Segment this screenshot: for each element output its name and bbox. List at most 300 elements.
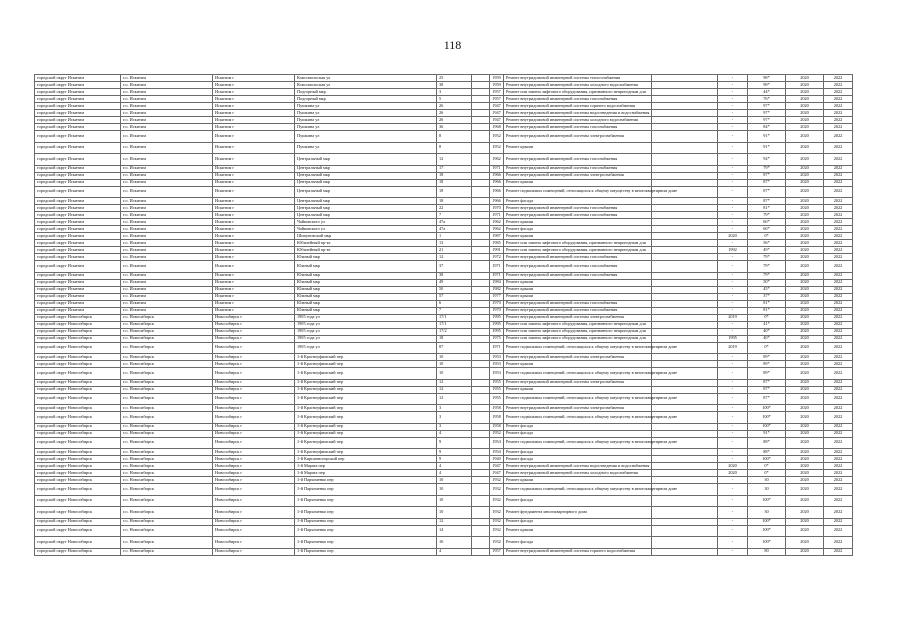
start-year-cell: - (718, 484, 748, 496)
price-cell: 100* (748, 525, 786, 537)
house-cell: 38 (437, 82, 472, 89)
work-type-cell: Ремонт внутридомовой инженерной системы газоснабжения (504, 96, 652, 103)
work-type-cell: Ремонт внутридомовой инженерной системы холодного водоснабжения (504, 470, 652, 477)
start-year-cell: - (718, 300, 748, 307)
blank-cell (652, 219, 718, 226)
street-cell: 1905 года ул (295, 342, 437, 354)
to-year-cell: 2022 (824, 379, 853, 386)
from-year-cell: 2020 (786, 484, 824, 496)
locality-cell: Новосибирск г (213, 430, 295, 437)
start-year-cell: 1995 (718, 335, 748, 342)
settlement-cell: г.о. Искитим (121, 165, 213, 172)
district-cell: городской округ Искитим (35, 110, 121, 117)
price-cell: 80 (748, 548, 786, 555)
to-year-cell: 2022 (824, 449, 853, 456)
work-type-cell: Ремонт подвальных помещений, относящихся к общему имуществу в многоквартирном доме (504, 342, 652, 354)
locality-cell: Искитим г (213, 198, 295, 205)
house-cell: 18 (437, 179, 472, 186)
year-cell: 1987 (490, 233, 504, 240)
house-cell: 12 (437, 386, 472, 393)
start-year-cell: - (718, 321, 748, 328)
year-cell: 1947 (490, 117, 504, 124)
extra-cell (472, 518, 490, 525)
locality-cell: Новосибирск г (213, 463, 295, 470)
locality-cell: Новосибирск г (213, 477, 295, 484)
extra-cell (472, 321, 490, 328)
from-year-cell: 2020 (786, 537, 824, 549)
to-year-cell: 2022 (824, 354, 853, 361)
district-cell: городской округ Искитим (35, 198, 121, 205)
locality-cell: Новосибирск г (213, 470, 295, 477)
table-row (35, 548, 853, 555)
locality-cell: Искитим г (213, 205, 295, 212)
table-row (35, 335, 853, 342)
to-year-cell: 2022 (824, 321, 853, 328)
extra-cell (472, 240, 490, 247)
blank-cell (652, 495, 718, 507)
table-row (35, 89, 853, 96)
district-cell: городской округ Новосибирск (35, 449, 121, 456)
house-cell: 36 (437, 124, 472, 131)
settlement-cell: г.о. Искитим (121, 254, 213, 261)
extra-cell (472, 361, 490, 368)
locality-cell: Новосибирск г (213, 342, 295, 354)
extra-cell (472, 430, 490, 437)
to-year-cell: 2022 (824, 361, 853, 368)
house-cell: 3 (437, 89, 472, 96)
street-cell: 1-й Красноуфимский пер (295, 405, 437, 412)
district-cell: городской округ Новосибирск (35, 361, 121, 368)
price-cell: 91* (748, 131, 786, 143)
house-cell: 3 (437, 405, 472, 412)
work-type-cell: Ремонт крыши (504, 386, 652, 393)
street-cell: 1-й Красноуфимский пер (295, 354, 437, 361)
work-type-cell: Ремонт фасада (504, 449, 652, 456)
district-cell: городской округ Новосибирск (35, 368, 121, 380)
to-year-cell: 2022 (824, 154, 853, 166)
table-row (35, 110, 853, 117)
street-cell: Южный мкр (295, 286, 437, 293)
from-year-cell: 2020 (786, 405, 824, 412)
year-cell: 1954 (490, 437, 504, 449)
street-cell: Центральный мкр (295, 198, 437, 205)
house-cell: 26 (437, 110, 472, 117)
district-cell: городской округ Новосибирск (35, 470, 121, 477)
year-cell: 1958 (490, 412, 504, 424)
to-year-cell: 2022 (824, 477, 853, 484)
year-cell: 1971 (490, 272, 504, 279)
price-cell: 41* (748, 321, 786, 328)
start-year-cell: - (718, 354, 748, 361)
street-cell: 1-й Красноуфимский пер (295, 368, 437, 380)
street-cell: 1-й Пархоменко пер (295, 518, 437, 525)
table-row (35, 342, 853, 354)
to-year-cell: 2022 (824, 412, 853, 424)
from-year-cell: 2020 (786, 393, 824, 405)
start-year-cell: 2019 (718, 342, 748, 354)
price-cell: 40* (748, 335, 786, 342)
to-year-cell: 2022 (824, 525, 853, 537)
street-cell: Южный мкр (295, 254, 437, 261)
house-cell: 18 (437, 172, 472, 179)
start-year-cell: 2020 (718, 233, 748, 240)
to-year-cell: 2022 (824, 226, 853, 233)
table-row (35, 226, 853, 233)
locality-cell: Искитим г (213, 254, 295, 261)
table-row (35, 361, 853, 368)
to-year-cell: 2022 (824, 89, 853, 96)
extra-cell (472, 354, 490, 361)
blank-cell (652, 142, 718, 154)
settlement-cell: г.о. Искитим (121, 75, 213, 82)
from-year-cell: 2020 (786, 75, 824, 82)
house-cell: 4 (437, 430, 472, 437)
start-year-cell: - (718, 423, 748, 430)
start-year-cell: - (718, 165, 748, 172)
start-year-cell: - (718, 272, 748, 279)
house-cell: 22 (437, 205, 472, 212)
year-cell: 1959 (490, 75, 504, 82)
settlement-cell: г.о. Новосибирск (121, 328, 213, 335)
settlement-cell: г.о. Новосибирск (121, 507, 213, 519)
house-cell: 3 (437, 412, 472, 424)
year-cell: 1977 (490, 293, 504, 300)
table-row (35, 393, 853, 405)
from-year-cell: 2020 (786, 293, 824, 300)
table-row (35, 286, 853, 293)
work-type-cell: Ремонт внутридомовой инженерной системы холодного водоснабжения (504, 117, 652, 124)
locality-cell: Новосибирск г (213, 386, 295, 393)
house-cell: 9 (437, 456, 472, 463)
to-year-cell: 2022 (824, 272, 853, 279)
settlement-cell: г.о. Новосибирск (121, 393, 213, 405)
district-cell: городской округ Искитим (35, 219, 121, 226)
district-cell: городской округ Искитим (35, 233, 121, 240)
street-cell: 1-й Красноуфимский пер (295, 379, 437, 386)
blank-cell (652, 96, 718, 103)
house-cell: 4 (437, 470, 472, 477)
extra-cell (472, 412, 490, 424)
district-cell: городской округ Искитим (35, 186, 121, 198)
district-cell: городской округ Искитим (35, 82, 121, 89)
start-year-cell: - (718, 405, 748, 412)
blank-cell (652, 179, 718, 186)
locality-cell: Искитим г (213, 286, 295, 293)
extra-cell (472, 110, 490, 117)
table-row (35, 142, 853, 154)
work-type-cell: Ремонт крыши (504, 233, 652, 240)
table-row (35, 261, 853, 273)
work-type-cell: Ремонт внутридомовой инженерной системы газоснабжения (504, 154, 652, 166)
blank-cell (652, 335, 718, 342)
from-year-cell: 2020 (786, 456, 824, 463)
blank-cell (652, 314, 718, 321)
street-cell: Центральный мкр (295, 165, 437, 172)
price-cell: 100* (748, 518, 786, 525)
table-body (35, 75, 853, 556)
to-year-cell: 2022 (824, 233, 853, 240)
street-cell: Южный мкр (295, 293, 437, 300)
start-year-cell: - (718, 393, 748, 405)
district-cell: городской округ Искитим (35, 261, 121, 273)
start-year-cell: - (718, 379, 748, 386)
street-cell: Центральный мкр (295, 172, 437, 179)
settlement-cell: г.о. Искитим (121, 205, 213, 212)
house-cell: 26 (437, 103, 472, 110)
from-year-cell: 2020 (786, 412, 824, 424)
year-cell: 1971 (490, 342, 504, 354)
table-row (35, 300, 853, 307)
street-cell: 1-й Марата пер (295, 470, 437, 477)
from-year-cell: 2020 (786, 240, 824, 247)
to-year-cell: 2022 (824, 279, 853, 286)
blank-cell (652, 131, 718, 143)
locality-cell: Искитим г (213, 240, 295, 247)
extra-cell (472, 117, 490, 124)
extra-cell (472, 537, 490, 549)
house-cell: 13 (437, 240, 472, 247)
street-cell: 1-й Пархоменко пер (295, 525, 437, 537)
from-year-cell: 2020 (786, 314, 824, 321)
start-year-cell: - (718, 386, 748, 393)
district-cell: городской округ Искитим (35, 165, 121, 172)
work-type-cell: Ремонт фасада (504, 537, 652, 549)
blank-cell (652, 470, 718, 477)
to-year-cell: 2022 (824, 124, 853, 131)
settlement-cell: г.о. Искитим (121, 279, 213, 286)
from-year-cell: 2020 (786, 430, 824, 437)
work-type-cell: Ремонт фундамента многоквартирного дома (504, 507, 652, 519)
table-row (35, 456, 853, 463)
extra-cell (472, 300, 490, 307)
extra-cell (472, 233, 490, 240)
locality-cell: Новосибирск г (213, 335, 295, 342)
table-row (35, 254, 853, 261)
start-year-cell: - (718, 279, 748, 286)
year-cell: 1971 (490, 165, 504, 172)
year-cell: 1966 (490, 179, 504, 186)
year-cell: 1970 (490, 300, 504, 307)
blank-cell (652, 361, 718, 368)
locality-cell: Искитим г (213, 279, 295, 286)
table-row (35, 525, 853, 537)
work-type-cell: Ремонт крыши (504, 142, 652, 154)
from-year-cell: 2020 (786, 361, 824, 368)
street-cell: Комсомольская ул (295, 82, 437, 89)
year-cell: 1982 (490, 286, 504, 293)
locality-cell: Искитим г (213, 89, 295, 96)
from-year-cell: 2020 (786, 226, 824, 233)
work-type-cell: Ремонт внутридомовой инженерной системы горячего водоснабжения (504, 103, 652, 110)
settlement-cell: г.о. Искитим (121, 261, 213, 273)
start-year-cell: 2020 (718, 463, 748, 470)
locality-cell: Искитим г (213, 103, 295, 110)
table-row (35, 205, 853, 212)
price-cell: 81* (748, 307, 786, 314)
house-cell: 9 (437, 437, 472, 449)
to-year-cell: 2022 (824, 198, 853, 205)
house-cell: 18 (437, 198, 472, 205)
price-cell: 87* (748, 172, 786, 179)
work-type-cell: Ремонт внутридомовой инженерной системы газоснабжения (504, 254, 652, 261)
extra-cell (472, 449, 490, 456)
house-cell: 47а (437, 226, 472, 233)
extra-cell (472, 179, 490, 186)
table-row (35, 103, 853, 110)
street-cell: Южный мкр (295, 307, 437, 314)
start-year-cell: - (718, 307, 748, 314)
extra-cell (472, 393, 490, 405)
to-year-cell: 2022 (824, 261, 853, 273)
district-cell: городской округ Новосибирск (35, 548, 121, 555)
extra-cell (472, 423, 490, 430)
street-cell: Чайковского ул (295, 219, 437, 226)
street-cell: 1-й Марата пер (295, 463, 437, 470)
year-cell: 1995 (490, 328, 504, 335)
street-cell: 1905 года ул (295, 314, 437, 321)
district-cell: городской округ Новосибирск (35, 314, 121, 321)
to-year-cell: 2022 (824, 537, 853, 549)
street-cell: Пушкина ул (295, 142, 437, 154)
price-cell: 88* (748, 437, 786, 449)
house-cell: 17/2 (437, 328, 472, 335)
extra-cell (472, 219, 490, 226)
settlement-cell: г.о. Новосибирск (121, 314, 213, 321)
start-year-cell: - (718, 495, 748, 507)
table-row (35, 82, 853, 89)
start-year-cell: - (718, 293, 748, 300)
to-year-cell: 2022 (824, 219, 853, 226)
price-cell: 0* (748, 342, 786, 354)
table-row (35, 430, 853, 437)
extra-cell (472, 205, 490, 212)
year-cell: 1953 (490, 361, 504, 368)
from-year-cell: 2020 (786, 342, 824, 354)
table-row (35, 449, 853, 456)
from-year-cell: 2020 (786, 142, 824, 154)
settlement-cell: г.о. Новосибирск (121, 379, 213, 386)
work-type-cell: Ремонт крыши (504, 293, 652, 300)
year-cell: 1953 (490, 368, 504, 380)
street-cell: 1-й Красноуфимский пер (295, 361, 437, 368)
start-year-cell: 2020 (718, 470, 748, 477)
blank-cell (652, 82, 718, 89)
house-cell: 18 (437, 335, 472, 342)
settlement-cell: г.о. Искитим (121, 307, 213, 314)
district-cell: городской округ Новосибирск (35, 430, 121, 437)
from-year-cell: 2020 (786, 272, 824, 279)
to-year-cell: 2022 (824, 172, 853, 179)
from-year-cell: 2020 (786, 495, 824, 507)
blank-cell (652, 518, 718, 525)
year-cell: 1952 (490, 142, 504, 154)
year-cell: 1962 (490, 219, 504, 226)
from-year-cell: 2020 (786, 379, 824, 386)
district-cell: городской округ Новосибирск (35, 507, 121, 519)
to-year-cell: 2022 (824, 142, 853, 154)
year-cell: 1932 (490, 507, 504, 519)
district-cell: городской округ Искитим (35, 307, 121, 314)
year-cell: 1966 (490, 198, 504, 205)
price-cell: 79* (748, 212, 786, 219)
year-cell: 1957 (490, 89, 504, 96)
year-cell: 1932 (490, 495, 504, 507)
settlement-cell: г.о. Новосибирск (121, 405, 213, 412)
settlement-cell: г.о. Искитим (121, 179, 213, 186)
start-year-cell: - (718, 261, 748, 273)
district-cell: городской округ Новосибирск (35, 386, 121, 393)
blank-cell (652, 110, 718, 117)
locality-cell: Искитим г (213, 154, 295, 166)
price-cell: 44* (748, 89, 786, 96)
house-cell: 10 (437, 368, 472, 380)
street-cell: Юбилейный пр-кт (295, 240, 437, 247)
street-cell: Южный мкр (295, 279, 437, 286)
house-cell: 10 (437, 507, 472, 519)
street-cell: 1-й Красноуфимский пер (295, 430, 437, 437)
work-type-cell: Ремонт крыши (504, 361, 652, 368)
work-type-cell: Ремонт фасада (504, 430, 652, 437)
from-year-cell: 2020 (786, 179, 824, 186)
district-cell: городской округ Искитим (35, 75, 121, 82)
district-cell: городской округ Новосибирск (35, 335, 121, 342)
blank-cell (652, 379, 718, 386)
settlement-cell: г.о. Новосибирск (121, 449, 213, 456)
house-cell: 26 (437, 117, 472, 124)
from-year-cell: 2020 (786, 449, 824, 456)
start-year-cell: - (718, 198, 748, 205)
locality-cell: Искитим г (213, 219, 295, 226)
price-cell: 87* (748, 379, 786, 386)
table-row (35, 405, 853, 412)
extra-cell (472, 477, 490, 484)
house-cell: 12 (437, 254, 472, 261)
district-cell: городской округ Искитим (35, 154, 121, 166)
locality-cell: Искитим г (213, 172, 295, 179)
settlement-cell: г.о. Искитим (121, 212, 213, 219)
price-cell: 100* (748, 405, 786, 412)
to-year-cell: 2022 (824, 328, 853, 335)
year-cell: 1955 (490, 379, 504, 386)
locality-cell: Искитим г (213, 179, 295, 186)
house-cell: 21 (437, 247, 472, 254)
table-row (35, 307, 853, 314)
table-row (35, 314, 853, 321)
locality-cell: Новосибирск г (213, 449, 295, 456)
work-type-cell: Ремонт фасада (504, 495, 652, 507)
to-year-cell: 2022 (824, 82, 853, 89)
locality-cell: Новосибирск г (213, 412, 295, 424)
table-row (35, 124, 853, 131)
extra-cell (472, 142, 490, 154)
district-cell: городской округ Искитим (35, 286, 121, 293)
locality-cell: Искитим г (213, 142, 295, 154)
blank-cell (652, 205, 718, 212)
house-cell: 10 (437, 484, 472, 496)
to-year-cell: 2022 (824, 548, 853, 555)
work-type-cell: Ремонт подвальных помещений, относящихся к общему имуществу в многоквартирном доме (504, 393, 652, 405)
blank-cell (652, 307, 718, 314)
street-cell: Пушкина ул (295, 110, 437, 117)
district-cell: городской округ Искитим (35, 226, 121, 233)
start-year-cell: - (718, 525, 748, 537)
start-year-cell: - (718, 96, 748, 103)
price-cell: 50* (748, 279, 786, 286)
locality-cell: Искитим г (213, 247, 295, 254)
from-year-cell: 2020 (786, 172, 824, 179)
start-year-cell: - (718, 240, 748, 247)
table-row (35, 154, 853, 166)
